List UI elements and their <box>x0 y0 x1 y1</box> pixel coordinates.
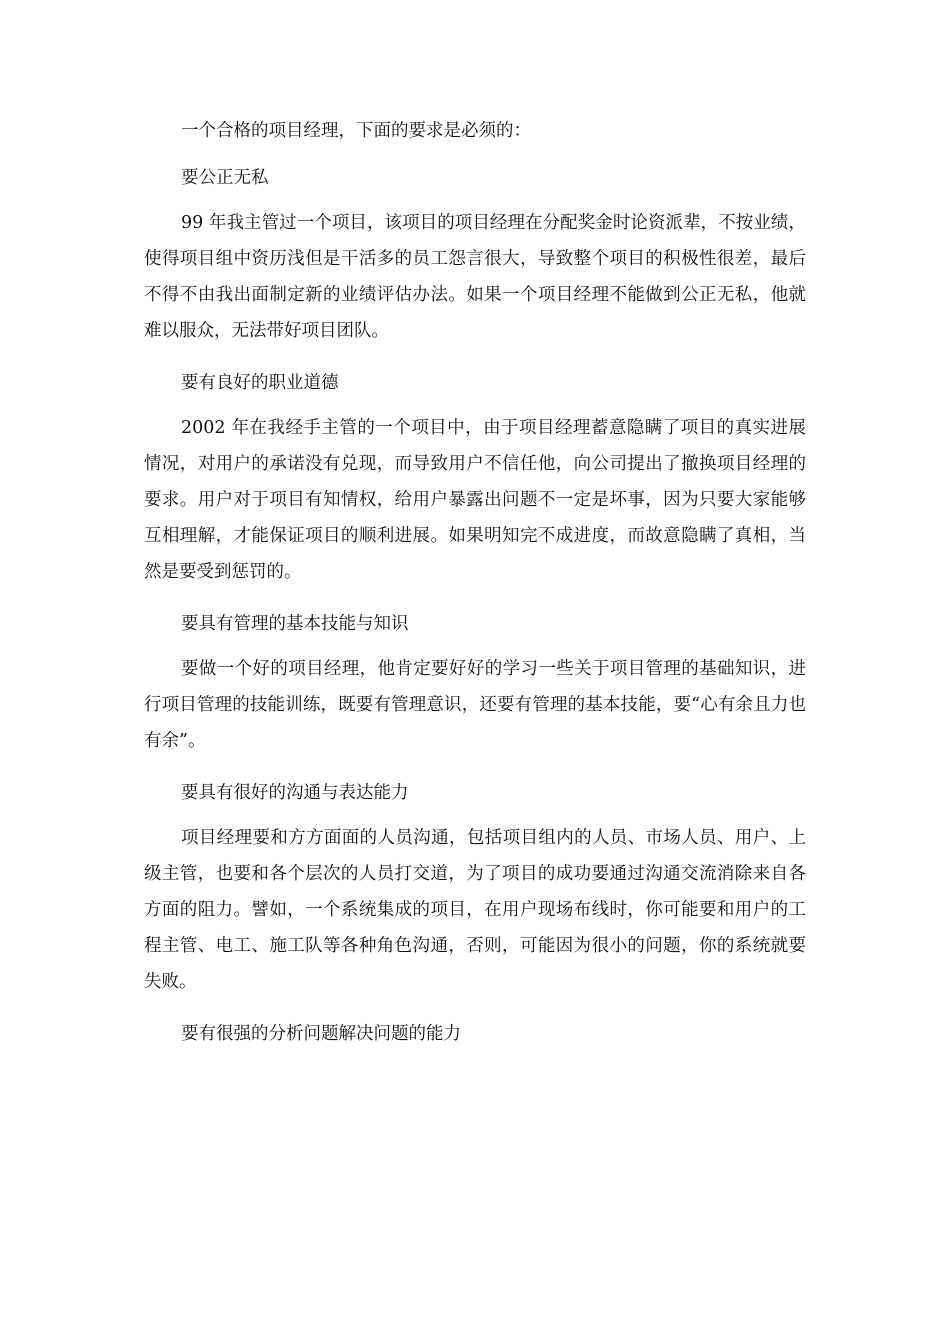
section-heading-management-skills: 要具有管理的基本技能与知识 <box>181 614 409 634</box>
section-heading-ethics: 要有良好的职业道德 <box>181 373 339 393</box>
section-paragraph-communication: 项目经理要和方方面面的人员沟通，包括项目组内的人员、市场人员、用户、上级主管，也要和各个层次的人员打交道，为了项目的成功要通过沟通交流消除来自各方面的阻力。譬如，一个系统集成的项目，在用户现场布线时，你可能要和用户的工程主管、电工、施工队等各种角色沟通，否则，可能因为很小的问题，你的系统就要失败。 <box>144 828 806 992</box>
section-paragraph-management-skills: 要做一个好的项目经理，他肯定要好好的学习一些关于项目管理的基础知识，进行项目管理的技能训练，既要有管理意识，还要有管理的基本技能，要“心有余且力也有余”。 <box>144 659 806 751</box>
intro-text: 一个合格的项目经理，下面的要求是必须的： <box>181 121 531 141</box>
section-heading-communication: 要具有很好的沟通与表达能力 <box>181 783 409 803</box>
section-heading-impartial: 要公正无私 <box>181 168 269 188</box>
document-body <box>144 114 806 1051</box>
section-heading-problem-solving: 要有很强的分析问题解决问题的能力 <box>181 1024 461 1044</box>
section-paragraph-impartial: 99 年我主管过一个项目，该项目的项目经理在分配奖金时论资派辈，不按业绩，使得项目组中资历浅但是干活多的员工怨言很大，导致整个项目的积极性很差，最后不得不由我出面制定新的业绩评估办法。如果一个项目经理不能做到公正无私，他就难以服众，无法带好项目团队。 <box>144 213 806 341</box>
section-paragraph-ethics: 2002 年在我经手主管的一个项目中，由于项目经理蓄意隐瞒了项目的真实进展情况，对用户的承诺没有兑现，而导致用户不信任他，向公司提出了撤换项目经理的要求。用户对于项目有知情权，给用户暴露出问题不一定是坏事，因为只要大家能够互相理解，才能保证项目的顺利进展。如果明知完不成进度，而故意隐瞒了真相，当然是要受到惩罚的。 <box>144 418 806 582</box>
